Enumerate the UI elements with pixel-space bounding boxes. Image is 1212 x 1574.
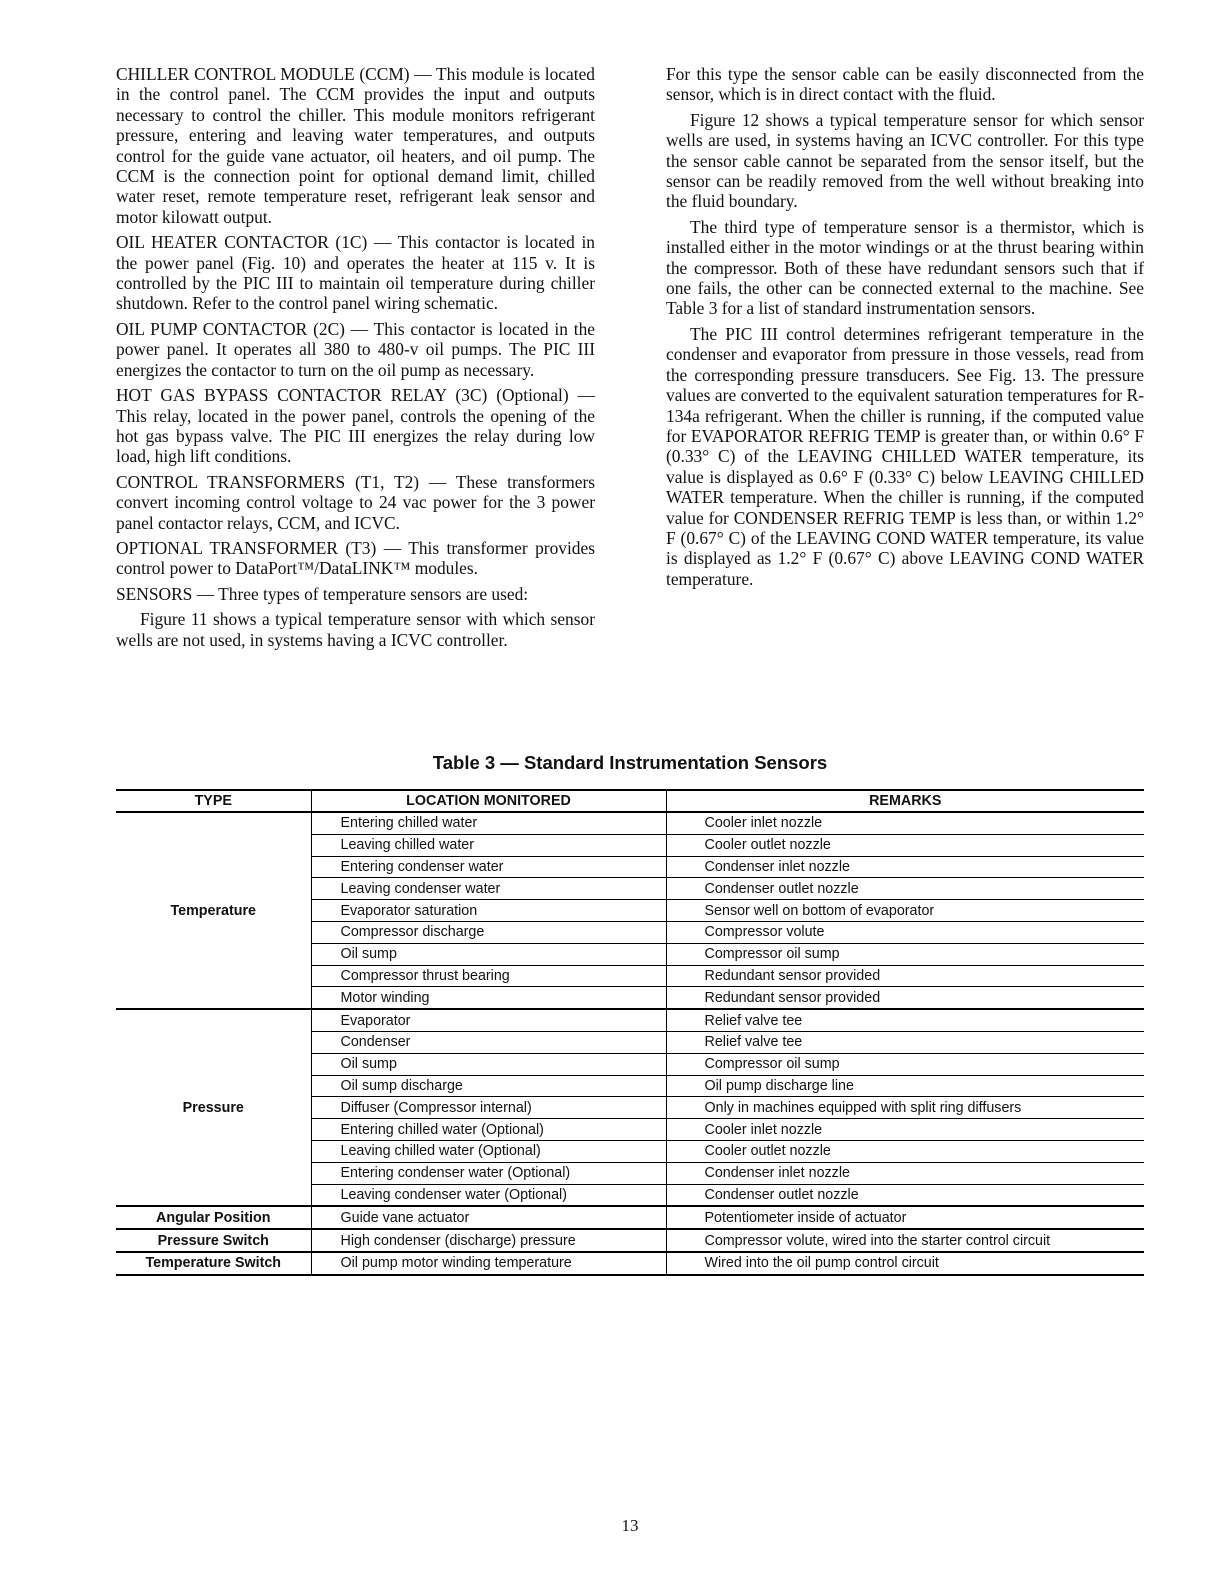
- location-cell: Evaporator saturation: [311, 900, 666, 922]
- remarks-cell: Only in machines equipped with split ring diffusers: [666, 1097, 1144, 1119]
- remarks-cell: Condenser outlet nozzle: [666, 1184, 1144, 1206]
- table-title: Table 3 — Standard Instrumentation Sensors: [432, 752, 828, 773]
- table-row: [116, 812, 1144, 834]
- table-row: [116, 1206, 1144, 1229]
- remarks-cell: Condenser outlet nozzle: [666, 878, 1144, 900]
- table-row: [116, 1229, 1144, 1252]
- location-cell: Oil sump discharge: [311, 1075, 666, 1097]
- remarks-cell: Compressor oil sump: [666, 943, 1144, 965]
- sensor-table: [116, 789, 1144, 1276]
- remarks-cell: Cooler inlet nozzle: [666, 812, 1144, 834]
- paragraph-sensor-cable: For this type the sensor cable can be easily disconnected from the sensor, which is in direct contact with the fluid.: [666, 64, 1144, 105]
- location-cell: Leaving chilled water (Optional): [311, 1140, 666, 1162]
- remarks-cell: Sensor well on bottom of evaporator: [666, 900, 1144, 922]
- location-cell: Guide vane actuator: [311, 1206, 666, 1229]
- remarks-cell: Compressor volute: [666, 921, 1144, 943]
- paragraph-hot-gas-bypass-relay: HOT GAS BYPASS CONTACTOR RELAY (3C) (Optional) — This relay, located in the power panel, controls the opening of the hot gas bypass valve. The PIC III energizes the relay during low load, high lift conditions.: [116, 385, 595, 467]
- remarks-cell: Relief valve tee: [666, 1009, 1144, 1031]
- location-cell: Oil sump: [311, 1053, 666, 1075]
- remarks-cell: Potentiometer inside of actuator: [666, 1206, 1144, 1229]
- location-cell: Oil sump: [311, 943, 666, 965]
- location-cell: Leaving condenser water (Optional): [311, 1184, 666, 1206]
- header-remarks: REMARKS: [666, 790, 1144, 812]
- left-text-column: [116, 64, 595, 655]
- location-cell: High condenser (discharge) pressure: [311, 1229, 666, 1252]
- location-cell: Entering chilled water: [311, 812, 666, 834]
- location-cell: Oil pump motor winding temperature: [311, 1252, 666, 1275]
- location-cell: Entering condenser water: [311, 856, 666, 878]
- remarks-cell: Compressor oil sump: [666, 1053, 1144, 1075]
- remarks-cell: Cooler outlet nozzle: [666, 1140, 1144, 1162]
- header-location: LOCATION MONITORED: [311, 790, 666, 812]
- location-cell: Condenser: [311, 1031, 666, 1053]
- type-cell: Pressure: [116, 1009, 311, 1206]
- type-cell: Angular Position: [116, 1206, 311, 1229]
- page-number: 13: [621, 1516, 639, 1535]
- right-text-column: [666, 64, 1144, 594]
- location-cell: Diffuser (Compressor internal): [311, 1097, 666, 1119]
- remarks-cell: Redundant sensor provided: [666, 987, 1144, 1009]
- remarks-cell: Relief valve tee: [666, 1031, 1144, 1053]
- location-cell: Compressor thrust bearing: [311, 965, 666, 987]
- table-row: [116, 1009, 1144, 1031]
- location-cell: Compressor discharge: [311, 921, 666, 943]
- header-type: TYPE: [116, 790, 311, 812]
- location-cell: Entering condenser water (Optional): [311, 1162, 666, 1184]
- paragraph-optional-transformer: OPTIONAL TRANSFORMER (T3) — This transformer provides control power to DataPort™/DataLINK™ modules.: [116, 537, 595, 579]
- table-header-row: [116, 790, 1144, 812]
- paragraph-figure-11: Figure 11 shows a typical temperature sensor with which sensor wells are not used, in systems having a ICVC controller.: [116, 609, 595, 650]
- paragraph-pic-iii-refrigerant: The PIC III control determines refrigerant temperature in the condenser and evaporator from pressure in those vessels, read from the corresponding pressure transducers. See Fig. 13. The pressure values are converted to the equivalent saturation temperatures for R-134a refrigerant. When the chiller is running, if the computed value for EVAPORATOR REFRIG TEMP is greater than, or within 0.6° F (0.33° C) of the LEAVING CHILLED WATER temperature, its value is displayed as 0.6° F (0.33° C) below LEAVING CHILLED WATER temperature. When the chiller is running, if the computed value for CONDENSER REFRIG TEMP is less than, or within 1.2° F (0.67° C) of the LEAVING COND WATER temperature, its value is displayed as 1.2° F (0.67° C) above LEAVING COND WATER temperature.: [666, 323, 1144, 589]
- type-cell: Pressure Switch: [116, 1229, 311, 1252]
- paragraph-oil-heater-contactor: OIL HEATER CONTACTOR (1C) — This contactor is located in the power panel (Fig. 10) and operates the heater at 115 v. It is controlled by the PIC III to maintain oil temperature during chiller shutdown. Refer to the control panel wiring schematic.: [116, 232, 595, 314]
- location-cell: Leaving condenser water: [311, 878, 666, 900]
- location-cell: Motor winding: [311, 987, 666, 1009]
- paragraph-sensors: SENSORS — Three types of temperature sensors are used:: [116, 583, 529, 604]
- sensor-table-body: [116, 812, 1144, 1275]
- paragraph-ccm: CHILLER CONTROL MODULE (CCM) — This module is located in the control panel. The CCM provides the input and outputs necessary to control the chiller. This module monitors refrigerant pressure, entering and leaving water temperatures, and outputs control for the guide vane actuator, oil heaters, and oil pump. The CCM is the connection point for optional demand limit, chilled water reset, remote temperature reset, refrigerant leak sensor and motor kilowatt output.: [116, 64, 595, 227]
- location-cell: Leaving chilled water: [311, 834, 666, 856]
- remarks-cell: Compressor volute, wired into the starter control circuit: [666, 1229, 1144, 1252]
- remarks-cell: Redundant sensor provided: [666, 965, 1144, 987]
- table-row: [116, 1252, 1144, 1275]
- paragraph-figure-12: Figure 12 shows a typical temperature sensor for which sensor wells are used, in systems having an ICVC controller. For this type the sensor cable cannot be separated from the sensor itself, but the sensor can be readily removed from the well without breaking into the fluid boundary.: [666, 109, 1144, 212]
- type-cell: Temperature: [116, 812, 311, 1009]
- remarks-cell: Condenser inlet nozzle: [666, 1162, 1144, 1184]
- remarks-cell: Wired into the oil pump control circuit: [666, 1252, 1144, 1275]
- remarks-cell: Condenser inlet nozzle: [666, 856, 1144, 878]
- location-cell: Evaporator: [311, 1009, 666, 1031]
- remarks-cell: Cooler inlet nozzle: [666, 1119, 1144, 1141]
- type-cell: Temperature Switch: [116, 1252, 311, 1275]
- paragraph-control-transformers: CONTROL TRANSFORMERS (T1, T2) — These transformers convert incoming control voltage to 24 vac power for the 3 power panel contactor relays, CCM, and ICVC.: [116, 471, 595, 533]
- location-cell: Entering chilled water (Optional): [311, 1119, 666, 1141]
- remarks-cell: Oil pump discharge line: [666, 1075, 1144, 1097]
- remarks-cell: Cooler outlet nozzle: [666, 834, 1144, 856]
- paragraph-thermistor: The third type of temperature sensor is a thermistor, which is installed either in the motor windings or at the thrust bearing within the compressor. Both of these have redundant sensors such that if one fails, the other can be connected external to the machine. See Table 3 for a list of standard instrumentation sensors.: [666, 216, 1144, 319]
- paragraph-oil-pump-contactor: OIL PUMP CONTACTOR (2C) — This contactor is located in the power panel. It operates all 380 to 480-v oil pumps. The PIC III energizes the contactor to turn on the oil pump as necessary.: [116, 318, 595, 380]
